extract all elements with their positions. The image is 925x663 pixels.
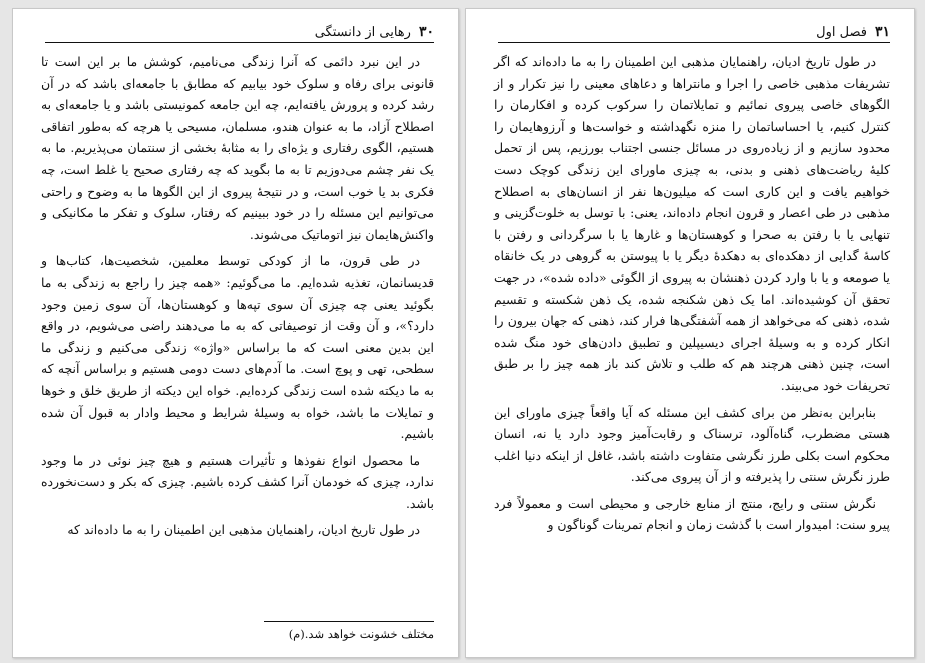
- right-page-header: [498, 19, 890, 43]
- paragraph: در طول تاریخ ادیان، راهنمایان مذهبی این اطمینان را به ما داده‌اند که: [67, 522, 420, 538]
- paragraph: بنابراین به‌نظر من برای کشف این مسئله که آیا واقعاً چیزی ماورای این هستی مضطرب، گناه‌آلود، ترسناک و رقابت‌آمیز وجود دارد یا نه، انسان محکوم است بکلی طرز نگرشی متفاوت داشته باشد، غافل از اینکه دنیا اغلب طرز نگرش سنتی را پذیرفته و از آن پیروی می‌کند.: [494, 404, 890, 485]
- right-page-body: [494, 51, 890, 541]
- paragraph: در طول تاریخ ادیان، راهنمایان مذهبی این اطمینان را به ما داده‌اند که اگر تشریفات مذهبی خاصی را اجرا و مانتراها و دعاهای معینی را نیز تکرار و از الگوهای خاصی پیروی نمائیم و تمایلاتمان را سرکوب کرده و افکارمان را کنترل کنیم، یا احساساتمان را منزه نگهداشته و خواست‌ها و آرزوهایمان را محدود سازیم و از زیاده‌روی در مسائل جنسی اجتناب بورزیم، پس از تحمل کلیهٔ ریاضت‌های ذهنی و بدنی، به چیزی ماورای این زندگی کوچک دست خواهیم یافت و این کاری است که میلیون‌ها نفر از انسان‌های به اصطلاح مذهبی در طی اعصار و قرون انجام داده‌اند، یعنی: با توسل به خلوت‌گزینی و تنهایی یا با رفتن به صحرا و کوهستان‌ها و غارها یا با سرگردانی و رفتن با کاسهٔ گدایی از دهکده‌ای به دهکدهٔ دیگر یا با پیوستن به گروهی در یک خانقاه یا صومعه و یا با وارد کردن ذهنشان به پیروی از الگوئی «داده شده»، در جهت تحقق آن کوشیده‌اند. اما یک ذهن شکنجه شده، یک ذهن شکسته و تقسیم شده، ذهنی که می‌خواهد از همه آشفتگی‌ها فرار کند، ذهنی که جهان بیرون را انکار کرده و به وسیلهٔ اجرای دیسیپلین و تطبیق دادن‌های خود منگ شده است، چنین ذهنی هرچند هم که طلب و تلاش کند باز همه چیز را بر طبق تحریفات خود می‌بیند.: [494, 54, 890, 393]
- left-page-header: [45, 19, 434, 43]
- right-page-number: ۳۱: [874, 24, 890, 40]
- paragraph: نگرش سنتی و رایج، منتج از منابع خارجی و محیطی است و معمولاً فرد پیرو سنت: امیدوار است با گذشت زمان و انجام تمرینات گوناگون و: [494, 495, 890, 533]
- left-page-body: [41, 51, 434, 546]
- paragraph: در این نبرد دائمی که آنرا زندگی می‌نامیم، کوشش ما بر این است تا قانونی برای رفاه و سلوک خود بیابیم که مطابق با جامعه‌ای باشد که در آن رشد کرده و پرورش یافته‌ایم، چه این جامعه کمونیستی باشد و یا جامعه‌ای به اصطلاح آزاد، ما به عنوان هندو، مسلمان، مسیحی یا هرچه که به‌طور اتفاقی هستیم، الگوی رفتاری و یژه‌ای را به مثابهٔ بخشی از سنتمان می‌پذیریم. ما به یک نفر چشم می‌دوزیم تا به ما بگوید که چه رفتاری صحیح یا غلط است، چه فکری بد یا خوب است، و در نتیجهٔ پیروی از این الگوها ما به وضوح و راحتی می‌توانیم این مسئله را در خود ببینیم که رفتار، سلوک و تفکر ما مکانیکی و واکنش‌هایمان نیز اتوماتیک می‌شوند.: [41, 54, 434, 242]
- right-header-group: [816, 24, 890, 40]
- right-book-page: [465, 8, 915, 658]
- paragraph: در طی قرون، ما از کودکی توسط معلمین، شخصیت‌ها، کتاب‌ها و قدیسانمان، تغذیه شده‌ایم. ما می‌گوئیم: «همه چیز را راجع به زندگی به ما بگوئید یعنی چه چیزی آن سوی تپه‌ها و کوهستان‌ها، آن سوی زمین وجود دارد؟»، و آن وقت از توصیفاتی که به ما می‌دهند راضی می‌شویم، در واقع این بدین معنی است که ما براساس «واژه» زندگی می‌کنیم و زندگی ما سطحی، تهی و پوچ است. ما آدم‌های دست دومی هستیم و براساس آنچه که به ما دیکته شده است زندگی کرده‌ایم. خواه این دیکته از طریق خلق و خوها و تمایلات ما باشد، خواه به وسیلهٔ شرایط و محیط وادار به قبول آن شده باشیم.: [41, 253, 434, 442]
- footnote: مختلف خشونت خواهد شد.(م): [288, 627, 434, 641]
- right-running-title: فصل اول: [816, 25, 867, 40]
- left-running-title: رهایی از دانستگی: [314, 25, 411, 40]
- left-page-number: ۳۰: [418, 24, 434, 40]
- footnote-divider: [264, 621, 434, 622]
- left-book-page: [12, 8, 459, 658]
- paragraph: ما محصول انواع نفوذها و تأثیرات هستیم و هیچ چیز نوئی در ما وجود ندارد، چیزی که خودمان آنرا کشف کرده باشیم. چیزی که بکر و دست‌نخورده باشد.: [41, 452, 434, 511]
